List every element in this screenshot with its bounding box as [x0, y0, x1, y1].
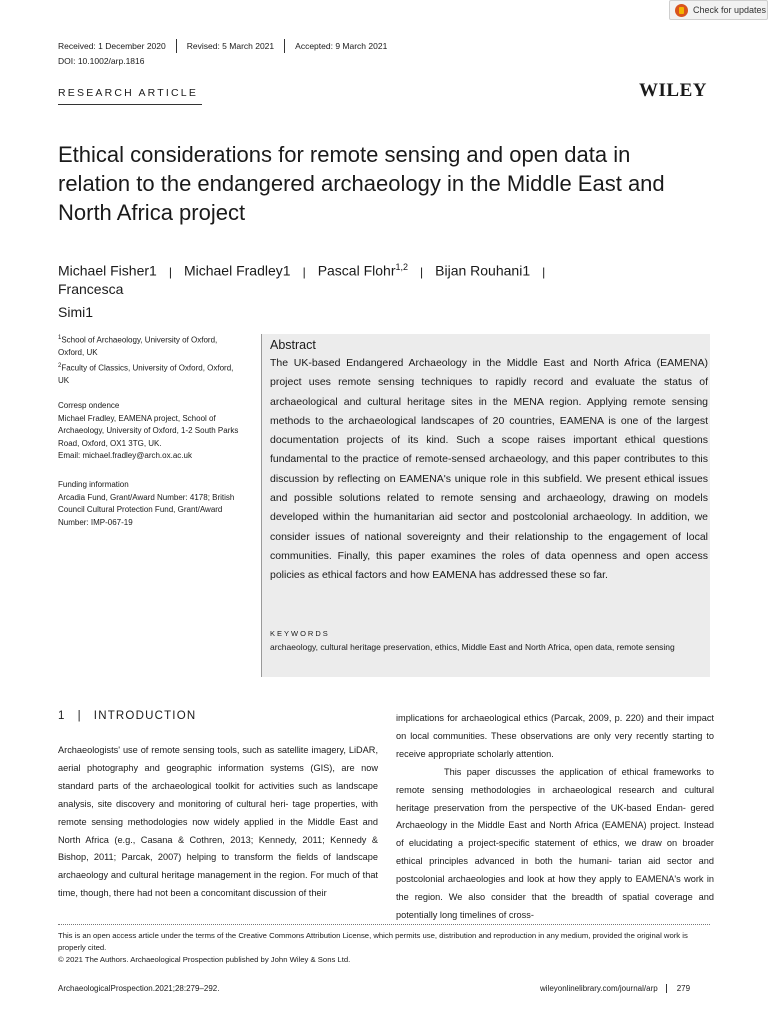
- journal-citation: ArchaeologicalProspection.2021;28:279–292.: [58, 984, 220, 993]
- paragraph: This paper discusses the application of ethical frameworks to remote sensing methodologies in archaeological research and cultural heritage preservation from the perspective of the UK-based Endan- gered Archaeology in the Middle East and North Africa (EAMENA) project. Instead of elucidating a project-specific statement of ethics, we draw on broader ethical principles advanced in both the humani- tarian aid sector and postcolonial archaeologies and look at how they apply to EAMENA's work in the region. We also consider that the breadth of spatial coverage and potentially long timelines of cross-: [396, 766, 714, 920]
- affiliation-text: School of Archaeology, University of Oxford, Oxford, UK: [58, 335, 218, 358]
- funding-body: Arcadia Fund, Grant/Award Number: 4178; British Council Cultural Protection Fund, Grant/Award Number: IMP-067-19: [58, 492, 235, 527]
- funding-heading: Funding information: [58, 480, 129, 489]
- keywords-heading: KEYWORDS: [270, 629, 330, 638]
- paragraph: implications for archaeological ethics (Parcak, 2009, p. 220) and their impact on local communities. These observations are only very recently starting to receive appropriate scholarly attention.: [396, 713, 714, 759]
- affiliation-1: [58, 332, 240, 360]
- received-date: Received: 1 December 2020: [58, 41, 166, 51]
- affiliation-2: [58, 360, 240, 388]
- revised-date: Revised: 5 March 2021: [176, 39, 284, 53]
- crossmark-icon: [675, 4, 688, 17]
- author-separator: |: [420, 264, 424, 279]
- author-separator: |: [302, 264, 306, 279]
- abstract-heading: Abstract: [270, 338, 316, 352]
- keywords-text: archaeology, cultural heritage preservation, ethics, Middle East and North Africa, open data, remote sensing: [270, 642, 675, 652]
- author-name[interactable]: Simi1: [58, 304, 94, 320]
- footer-divider: [58, 924, 710, 925]
- affiliation-marker: 2: [58, 363, 62, 369]
- author-name[interactable]: Pascal Flohr: [317, 262, 396, 279]
- section-separator: |: [77, 710, 82, 722]
- article-title: Ethical considerations for remote sensing and open data in relation to the endangered archaeology in the Middle East and North Africa project: [58, 142, 665, 225]
- copyright-text: © 2021 The Authors. Archaeological Prospection published by John Wiley & Sons Ltd.: [58, 955, 351, 964]
- section-number: 1: [58, 710, 66, 722]
- affiliation-marker: 1: [58, 335, 62, 341]
- author-name[interactable]: Michael Fradley1: [183, 262, 291, 279]
- body-column-left: Archaeologists' use of remote sensing tools, such as satellite imagery, LiDAR, aerial photography and geographic information systems (GIS), are now standard parts of the archaeological toolkit for activities such as landscape analysis, site discovery and monitoring of cultural heri- tage properties, with remote sensing methodologies now widely applied in the Middle East and North Africa (e.g., Casana & Cothren, 2013; Kennedy, 2011; Kennedy & Bishop, 2011; Parcak, 2007) helping to transform the fields of landscape archaeology and cultural heritage management in the region. For much of that time, though, there had not been a concomitant discussion of their: [58, 745, 378, 899]
- doi[interactable]: DOI: 10.1002/arp.1816: [58, 56, 145, 66]
- section-tag: RESEARCH ARTICLE: [58, 87, 199, 99]
- abstract-box: [261, 334, 710, 677]
- journal-url[interactable]: wileyonlinelibrary.com/journal/arp: [540, 984, 658, 993]
- page-number: 279: [666, 984, 690, 993]
- author-affiliation-marker: 1,2: [395, 262, 409, 272]
- accepted-date: Accepted: 9 March 2021: [284, 39, 397, 53]
- dates-row: [58, 39, 397, 53]
- intro-heading: [58, 710, 196, 722]
- check-for-updates-label: Check for updates: [693, 5, 767, 15]
- author-name[interactable]: Francesca: [58, 281, 124, 297]
- license-notice: [58, 930, 710, 966]
- affiliation-text: Faculty of Classics, University of Oxford, Oxford, UK: [58, 363, 234, 386]
- correspondence-email[interactable]: Email: michael.fradley@arch.ox.ac.uk: [58, 451, 192, 460]
- section-title: INTRODUCTION: [93, 710, 197, 722]
- correspondence-body: Michael Fradley, EAMENA project, School of Archaeology, University of Oxford, 1-2 South Parks Road, Oxford, OX1 3TG, UK.: [58, 413, 239, 448]
- author-separator: |: [168, 264, 172, 279]
- body-column-right: [396, 710, 714, 925]
- correspondence-heading: Corresp ondence: [58, 401, 120, 410]
- funding: [58, 479, 240, 529]
- author-list: [58, 256, 718, 283]
- author-separator: |: [542, 264, 546, 279]
- author-name[interactable]: Bijan Rouhani1: [435, 262, 531, 279]
- abstract-text: The UK-based Endangered Archaeology in the Middle East and North Africa (EAMENA) project uses remote sensing techniques to rapidly record and evaluate the status of archaeological and cultural heritage sites in the MENA region. Applying remote sensing methods to the archaeological landscapes of 20 countries, EAMENA is one of the largest documentation projects of its kind. Such a scope raises important ethical questions fundamental to the practice of remote-sensed archaeology, and this paper contributes to this discussion by reflecting on EAMENA's unique role in this subfield. We present ethical issues and possible solutions related to remote sensing and archaeology, drawing on models developed within the humanitarian aid sector and postcolonial archaeology. In addition, we consider issues of national sovereignty and their relationship to the engagement of local communities. Finally, this paper examines the roles of data openness and open access policies as ethical factors and how EAMENA has addressed these so far.: [270, 357, 708, 582]
- check-for-updates-button[interactable]: [669, 0, 768, 20]
- correspondence: [58, 400, 240, 463]
- section-divider: [58, 104, 202, 105]
- open-access-text: This is an open access article under the terms of the Creative Commons Attribution License, which permits use, distribution and reproduction in any medium, provided the original work is properly cited.: [58, 931, 688, 952]
- publisher-logo: WILEY: [639, 80, 707, 101]
- author-name[interactable]: Michael Fisher1: [58, 262, 157, 279]
- footer-right: [540, 984, 690, 993]
